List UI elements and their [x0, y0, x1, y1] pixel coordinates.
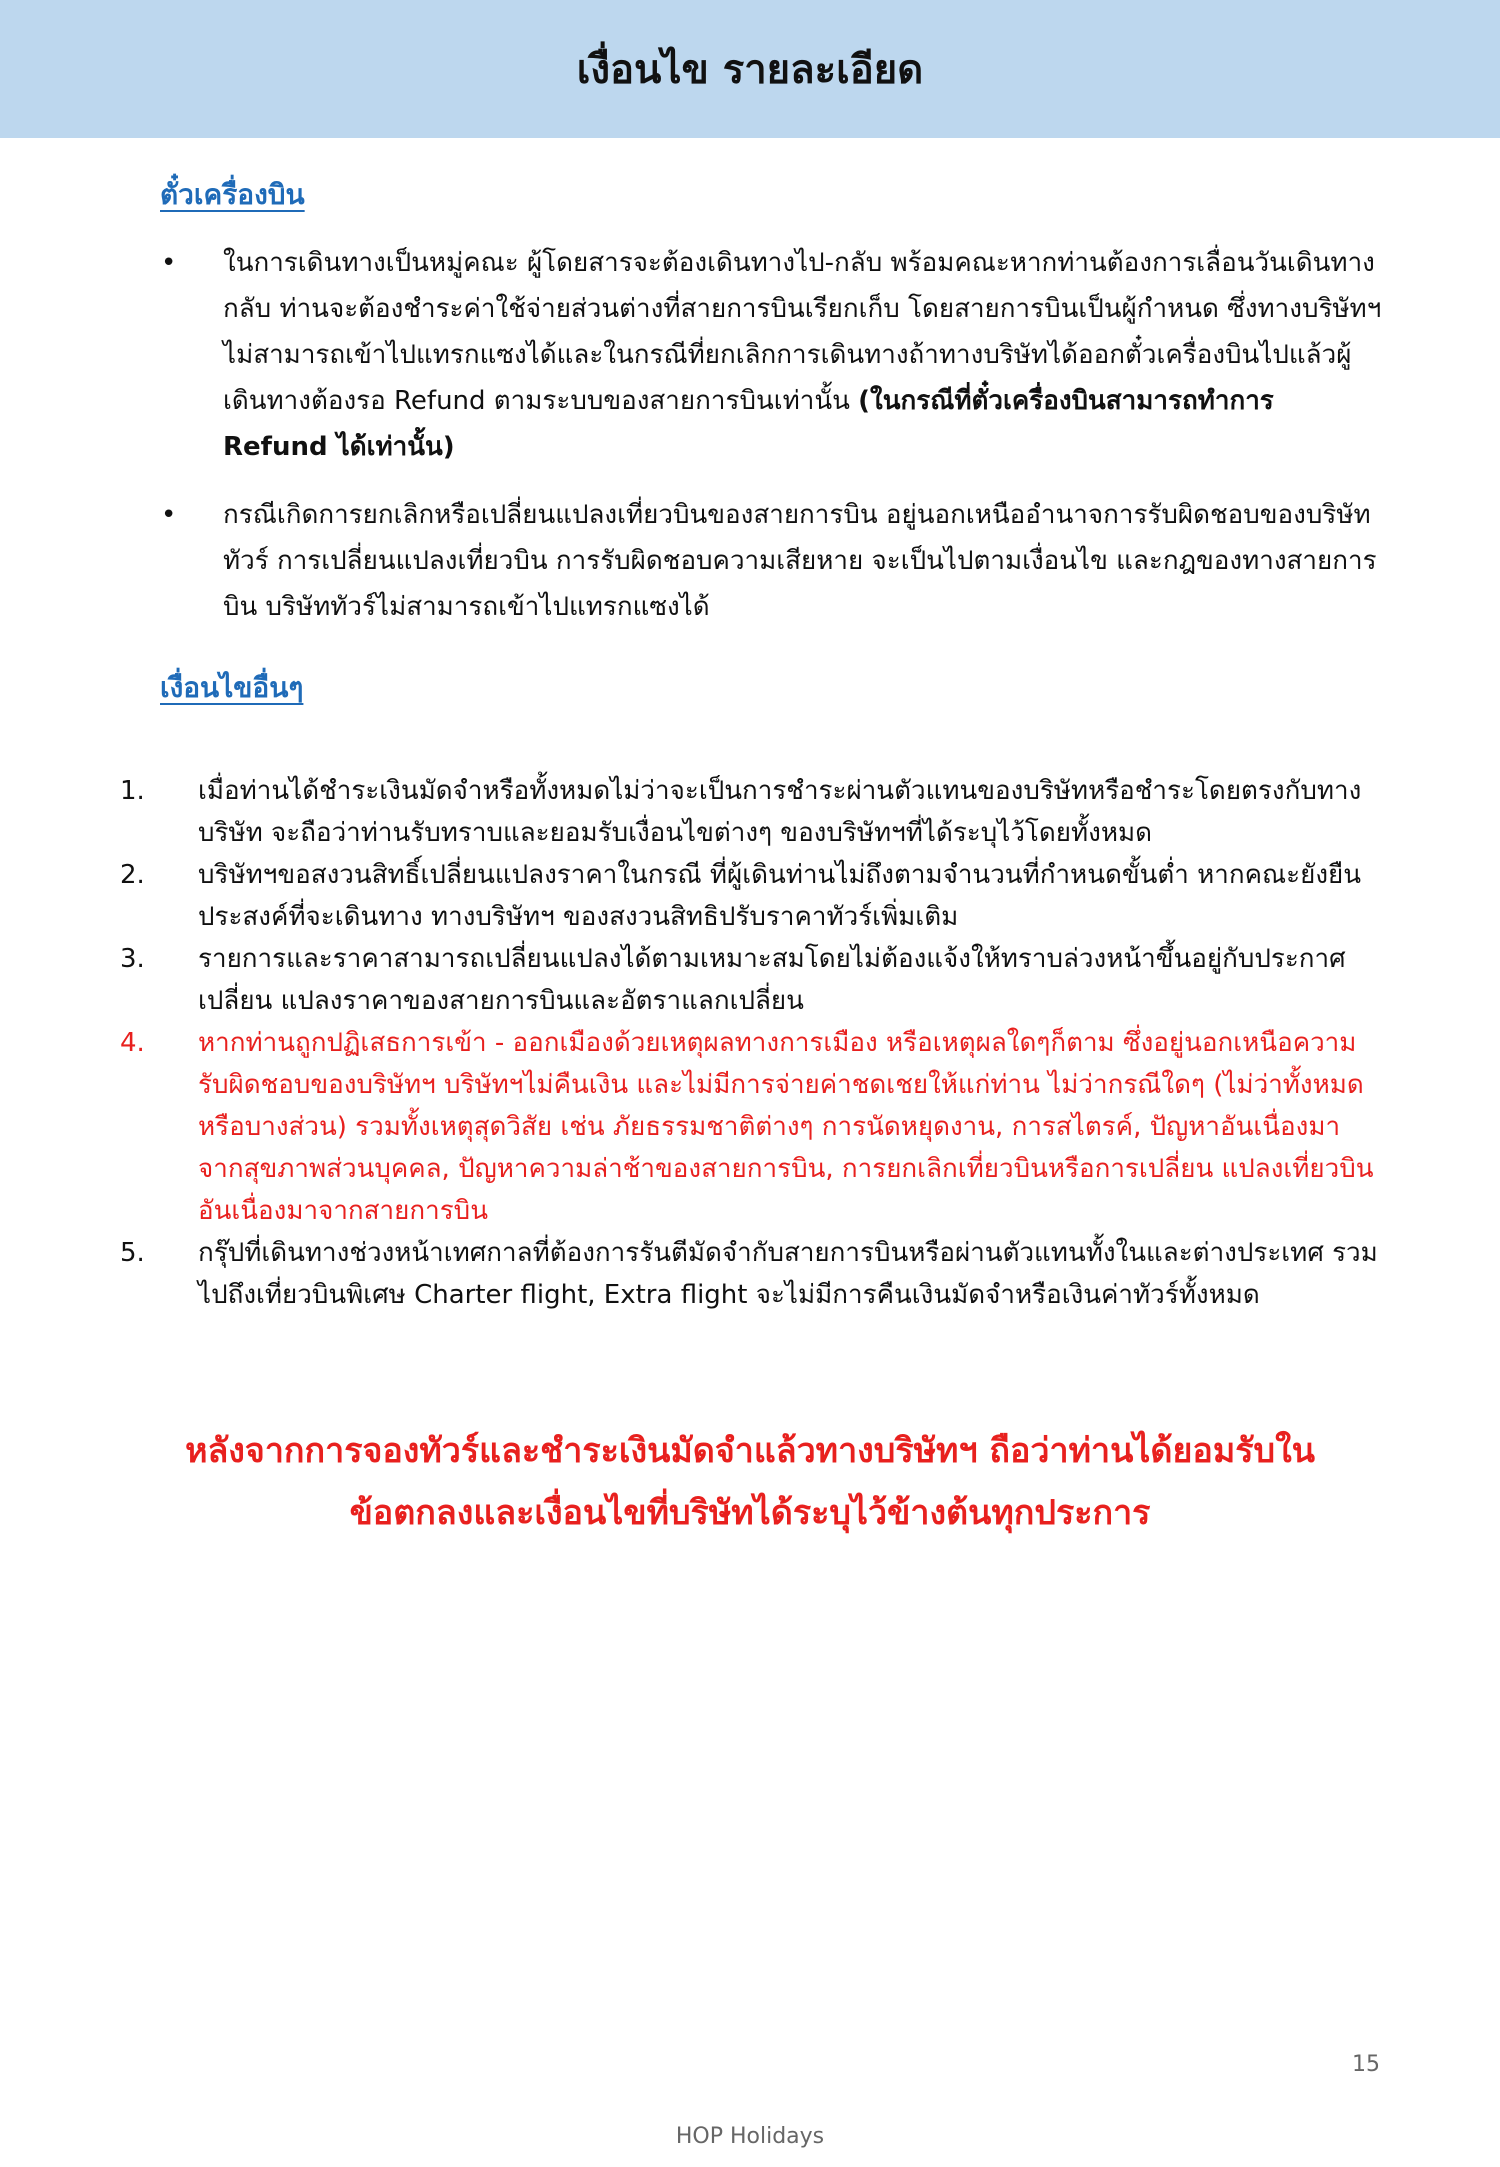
section-heading-ticket: ตั๋วเครื่องบิน [160, 178, 305, 211]
ticket-bullet-list [155, 240, 1385, 652]
page-number: 15 [1352, 2052, 1380, 2077]
item-number: 5. [120, 1238, 145, 1268]
item-number: 1. [120, 776, 145, 806]
item-number: 3. [120, 944, 145, 974]
item-text: รายการและราคาสามารถเปลี่ยนแปลงได้ตามเหมาะสมโดยไม่ต้องแจ้งให้ทราบล่วงหน้าขึ้นอยู่กับประกาศเปลี่ยน แปลงราคาของสายการบินและอัตราแลกเปลี่ยน [198, 944, 1346, 1016]
list-item [120, 770, 1380, 854]
item-text: กรุ๊ปที่เดินทางช่วงหน้าเทศกาลที่ต้องการรันตีมัดจำกับสายการบินหรือผ่านตัวแทนทั้งในและต่างประเทศ รวมไปถึงเที่ยวบินพิเศษ Charter flight, Extra flight จะไม่มีการคืนเงินมัดจำหรือเงินค่าทัวร์ทั้งหมด [198, 1238, 1378, 1310]
item-text: เมื่อท่านได้ชำระเงินมัดจำหรือทั้งหมดไม่ว่าจะเป็นการชำระผ่านตัวแทนของบริษัทหรือชำระโดยตรงกับทางบริษัท จะถือว่าท่านรับทราบและยอมรับเงื่อนไขต่างๆ ของบริษัทฯที่ได้ระบุไว้โดยทั้งหมด [198, 776, 1362, 848]
list-item [120, 854, 1380, 938]
closing-line-1: หลังจากการจองทัวร์และชำระเงินมัดจำแล้วทางบริษัทฯ ถือว่าท่านได้ยอมรับใน [185, 1431, 1315, 1471]
closing-line-2: ข้อตกลงและเงื่อนไขที่บริษัทได้ระบุไว้ข้างต้นทุกประการ [349, 1493, 1151, 1533]
bullet-text: ในการเดินทางเป็นหมู่คณะ ผู้โดยสารจะต้องเดินทางไป-กลับ พร้อมคณะหากท่านต้องการเลื่อนวันเดินทางกลับ ท่านจะต้องชำระค่าใช้จ่ายส่วนต่างที่สายการบินเรียกเก็บ โดยสายการบินเป็นผู้กำหนด ซึ่งทางบริษัทฯ ไม่สามารถเข้าไปแทรกแซงได้และในกรณีที่ยกเลิกการเดินทางถ้าทางบริษัทได้ออกตั๋วเครื่องบินไปแล้วผู้เดินทางต้องรอ Refund ตามระบบของสายการบินเท่านั้น [223, 248, 1382, 416]
item-text: หากท่านถูกปฏิเสธการเข้า - ออกเมืองด้วยเหตุผลทางการเมือง หรือเหตุผลใดๆก็ตาม ซึ่งอยู่นอกเหนือความรับผิดชอบของบริษัทฯ บริษัทฯไม่คืนเงิน และไม่มีการจ่ายค่าชดเชยให้แก่ท่าน ไม่ว่ากรณีใดๆ (ไม่ว่าทั้งหมดหรือบางส่วน) รวมทั้งเหตุสุดวิสัย เช่น ภัยธรรมชาติต่างๆ การนัดหยุดงาน, การสไตรค์, ปัญหาอันเนื่องมาจากสุขภาพส่วนบุคคล, ปัญหาความล่าช้าของสายการบิน, การยกเลิกเที่ยวบินหรือการเปลี่ยน แปลงเที่ยวบิน อันเนื่องมาจากสายการบิน [198, 1028, 1374, 1226]
item-number: 2. [120, 860, 145, 890]
list-item [155, 492, 1385, 630]
footer-brand: HOP Holidays [675, 2124, 825, 2149]
page-title: เงื่อนไข รายละเอียด [576, 47, 924, 93]
list-item [120, 938, 1380, 1022]
item-number: 4. [120, 1028, 145, 1058]
list-item-warning [120, 1022, 1380, 1232]
bullet-text: กรณีเกิดการยกเลิกหรือเปลี่ยนแปลงเที่ยวบินของสายการบิน อยู่นอกเหนืออำนาจการรับผิดชอบของบริษัททัวร์ การเปลี่ยนแปลงเที่ยวบิน การรับผิดชอบความเสียหาย จะเป็นไปตามเงื่อนไข และกฎของทางสายการบิน บริษัททัวร์ไม่สามารถเข้าไปแทรกแซงได้ [223, 500, 1377, 622]
list-item [155, 240, 1385, 470]
conditions-list [120, 770, 1380, 1316]
item-text: บริษัทฯขอสงวนสิทธิ์เปลี่ยนแปลงราคาในกรณี ที่ผู้เดินท่านไม่ถึงตามจำนวนที่กำหนดขั้นต่ำ หากคณะยังยืนประสงค์ที่จะเดินทาง ทางบริษัทฯ ของสงวนสิทธิปรับราคาทัวร์เพิ่มเติม [198, 860, 1362, 932]
section-heading-other: เงื่อนไขอื่นๆ [160, 671, 304, 704]
bullet-icon: • [161, 500, 177, 530]
list-item [120, 1232, 1380, 1316]
bullet-icon: • [161, 248, 177, 278]
bullet-bold-text: (ในกรณีที่ตั๋วเครื่องบินสามารถทำการ Refund ได้เท่านั้น) [223, 386, 1274, 462]
closing-statement [100, 1420, 1400, 1544]
